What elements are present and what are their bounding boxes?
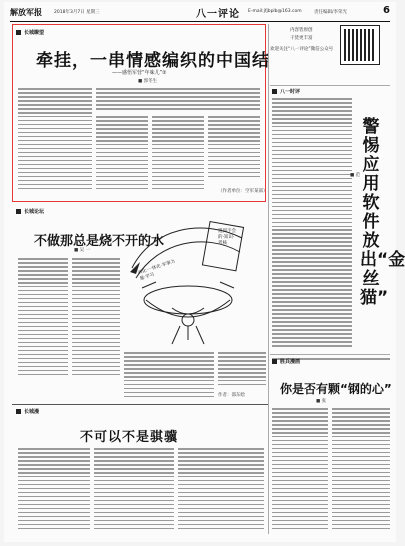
mid-body-col-4	[218, 352, 266, 388]
section-label-bottom-right	[272, 358, 300, 365]
contact-email: E-mail:jfjbplb@163.com	[248, 9, 302, 14]
label-square-icon	[272, 89, 277, 94]
main-body-col-3	[152, 116, 204, 192]
main-headline: 牵挂，一串情感编织的中国结	[36, 51, 270, 71]
main-byline: ■ 郭冬生	[138, 79, 158, 84]
cartoon-sign-text: 遇到不会的·知识·考核	[218, 229, 236, 246]
cartoon-figure-body	[172, 326, 204, 344]
bottom-right-byline: ■ 张	[316, 399, 327, 404]
section-label-bottom-right-text: 胜兵漫画	[280, 359, 301, 365]
promo-line-2: 干货更丰富	[290, 36, 313, 41]
bottom-left-headline: 不可以不是骐骥	[80, 430, 179, 445]
main-body-col-1	[18, 88, 92, 192]
br-body-col-1	[272, 408, 328, 532]
main-body-top	[96, 88, 260, 112]
promo-line-1: 内容皆原创	[290, 28, 313, 33]
section-label-mid	[16, 208, 44, 215]
mid-body-col-3	[124, 352, 214, 400]
section-label-side-text: 八一时评	[280, 89, 301, 95]
bottom-right-headline: 你是否有颗“钢的心”	[280, 382, 392, 396]
paper-name: 解放军报	[10, 7, 42, 17]
main-body-col-4	[208, 116, 260, 180]
side-headline: 警惕应用软件放出“金丝猫”	[360, 117, 405, 308]
label-square-icon	[16, 409, 21, 414]
editor-credit: 责任编辑/李荣光	[314, 10, 348, 15]
page-number: 6	[383, 5, 390, 16]
cartoon-ribbon-text: 四化·一体化·军事力量·学习	[137, 259, 176, 282]
bl-body-col-2	[94, 448, 174, 532]
section-title: 八一评论	[196, 9, 240, 20]
section-label-top	[16, 29, 44, 36]
masthead-rule	[10, 21, 390, 22]
section-label-top-text: 长城瞭望	[24, 30, 45, 36]
masthead	[10, 5, 390, 21]
bl-body-col-1	[18, 448, 90, 532]
main-author-note: （作者单位：空军某部）	[218, 189, 268, 194]
qr-code-icon	[340, 25, 380, 65]
br-body-col-2	[332, 408, 390, 532]
side-body-a	[272, 98, 352, 349]
newspaper-page	[4, 2, 405, 542]
mid-headline: 不做那总是烧不开的水	[34, 234, 165, 249]
label-square-icon	[16, 209, 21, 214]
bl-body-col-3	[178, 448, 264, 532]
cartoon-figure-head	[182, 314, 194, 326]
issue-date: 2018年3月7日 星期三	[54, 10, 100, 15]
mid-byline: ■ 吴 一	[74, 248, 91, 253]
cartoon-credit: 作者：邵东绘	[218, 393, 245, 398]
main-body-col-2	[96, 116, 148, 192]
section-label-mid-text: 长城论坛	[24, 209, 45, 215]
section-label-bottom-left	[16, 408, 39, 415]
promo-line-3: 欢迎关注“八一评论”微信公众号	[270, 47, 334, 52]
mid-body-col-1	[18, 258, 68, 378]
label-square-icon	[16, 30, 21, 35]
section-label-bottom-left-text: 长城漫	[24, 409, 40, 415]
side-byline: ■ 范	[350, 173, 361, 178]
label-square-icon	[272, 359, 277, 364]
main-subtitle: ——感悟军营“年味儿”②	[112, 70, 167, 76]
section-label-side	[272, 88, 300, 95]
cartoon-pot-rim	[144, 286, 232, 314]
mid-body-col-2	[72, 258, 120, 378]
